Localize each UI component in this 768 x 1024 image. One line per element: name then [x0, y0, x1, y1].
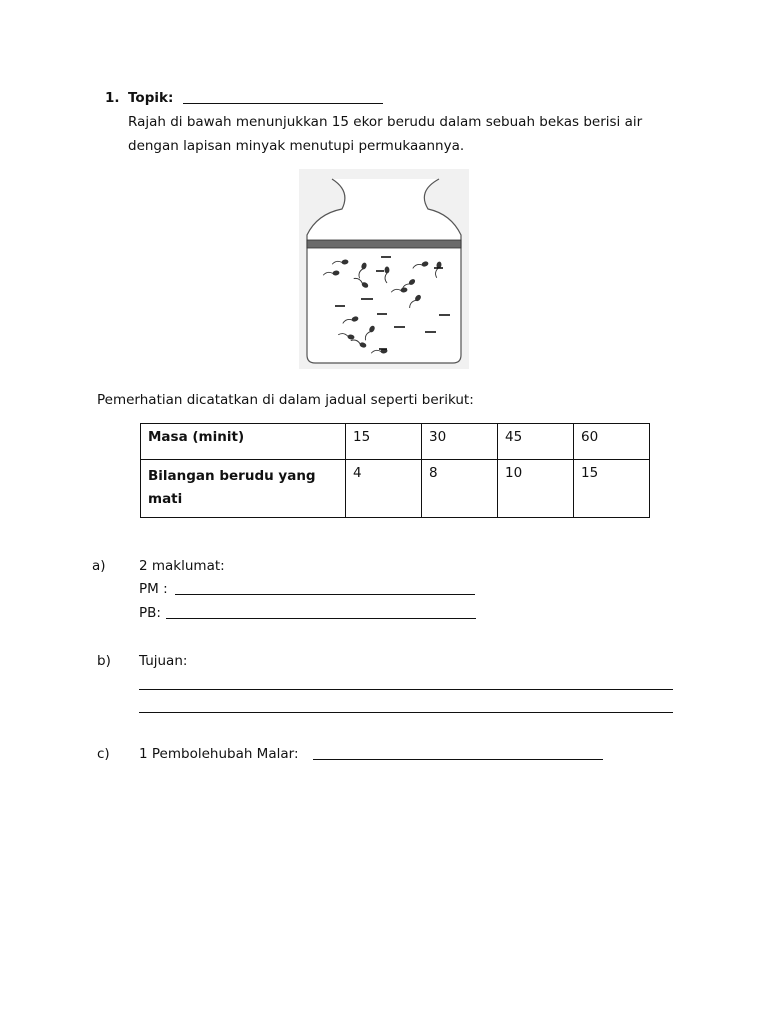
dead-count-value: 8	[422, 460, 498, 518]
part-c-prompt: 1 Pembolehubah Malar:	[139, 746, 299, 762]
pb-answer-line[interactable]	[166, 604, 476, 619]
pb-label: PB:	[139, 605, 161, 621]
table-row	[141, 460, 650, 518]
row-header-line1: Bilangan berudu yang	[148, 468, 316, 484]
row-header-dead-tadpoles	[141, 460, 346, 518]
part-b-label: b)	[97, 653, 111, 669]
constant-variable-answer-line[interactable]	[313, 745, 603, 760]
objective-answer-line-1[interactable]	[139, 689, 673, 690]
topic-answer-line[interactable]	[183, 89, 383, 104]
time-value: 30	[422, 424, 498, 460]
intro-text-line2: dengan lapisan minyak menutupi permukaannya.	[128, 138, 465, 154]
pm-label: PM :	[139, 581, 168, 597]
objective-answer-line-2[interactable]	[139, 712, 673, 713]
time-value: 60	[574, 424, 650, 460]
intro-text-line1: Rajah di bawah menunjukkan 15 ekor berudu dalam sebuah bekas berisi air	[128, 114, 643, 130]
row-header-time: Masa (minit)	[141, 424, 346, 460]
observation-table	[140, 423, 650, 518]
part-a-label: a)	[92, 558, 106, 574]
dead-count-value: 4	[346, 460, 422, 518]
pm-answer-line[interactable]	[175, 580, 475, 595]
table-row	[141, 424, 650, 460]
part-b-prompt: Tujuan:	[139, 653, 188, 669]
oil-layer	[307, 240, 461, 248]
question-number: 1.	[105, 90, 120, 106]
observation-text: Pemerhatian dicatatkan di dalam jadual seperti berikut:	[97, 392, 474, 408]
dead-count-value: 15	[574, 460, 650, 518]
part-c-label: c)	[97, 746, 110, 762]
dead-count-value: 10	[498, 460, 574, 518]
time-value: 15	[346, 424, 422, 460]
part-a-prompt: 2 maklumat:	[139, 558, 225, 574]
row-header-line2: mati	[148, 491, 183, 507]
topic-label: Topik:	[128, 90, 174, 106]
time-value: 45	[498, 424, 574, 460]
tadpole-container-figure	[299, 169, 469, 369]
